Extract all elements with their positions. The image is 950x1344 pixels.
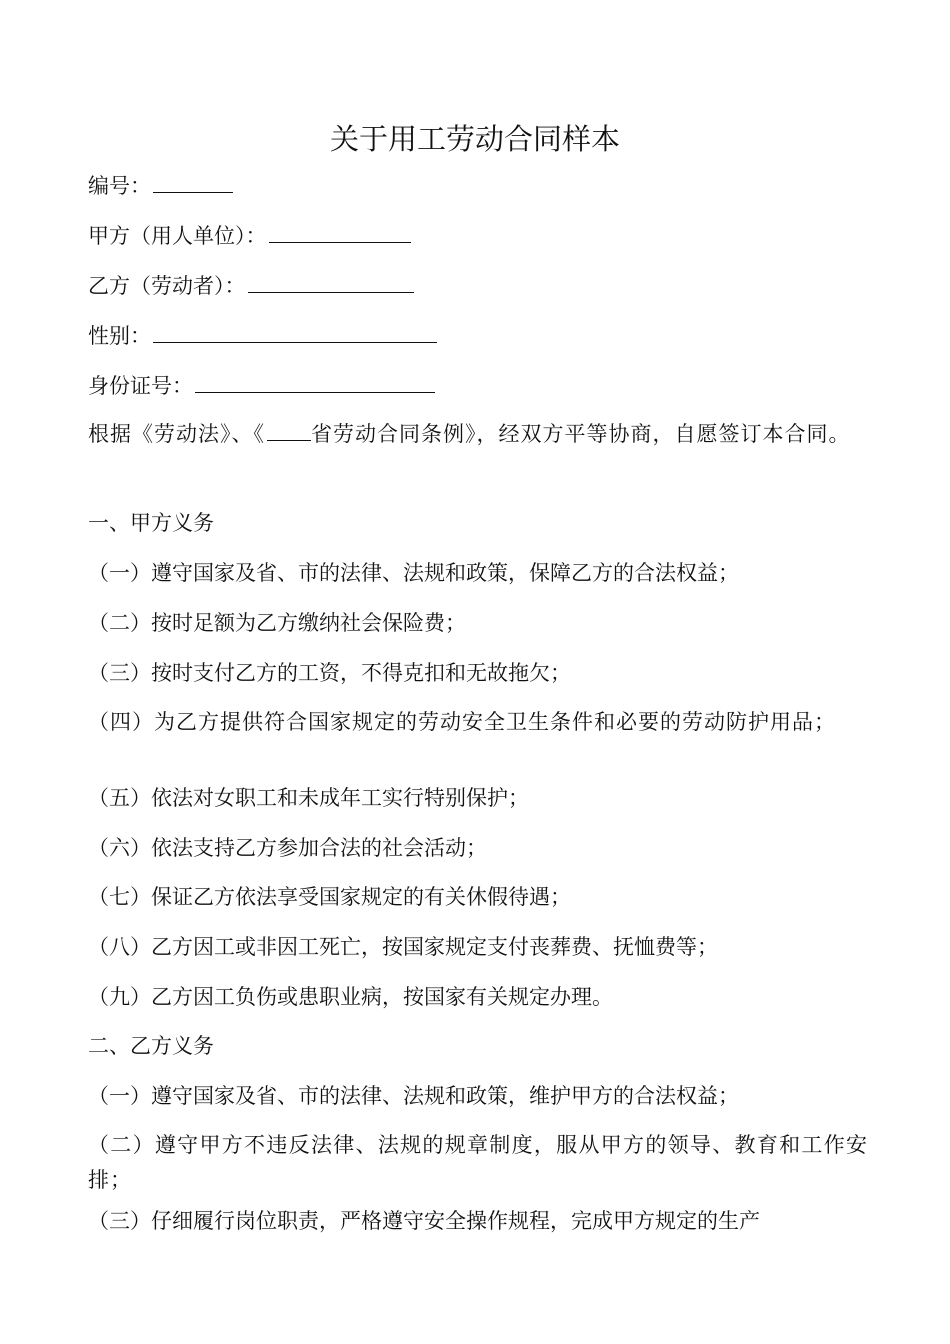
list-item: （九）乙方因工负伤或患职业病，按国家有关规定办理。	[88, 985, 613, 1009]
field-label: 编号：	[88, 174, 151, 198]
field-gender	[88, 318, 868, 354]
fill-blank[interactable]	[195, 368, 435, 393]
field-employee	[88, 268, 868, 304]
field-label: 身份证号：	[88, 374, 193, 398]
document-title: 关于用工劳动合同样本	[329, 122, 620, 156]
list-item: （六）依法支持乙方参加合法的社会活动；	[88, 836, 487, 860]
list-item: （二）按时足额为乙方缴纳社会保险费；	[88, 611, 466, 635]
list-item: （五）依法对女职工和未成年工实行特别保护；	[88, 786, 529, 810]
preamble-text: 根据《劳动法》、《	[88, 422, 265, 446]
list-item: （七）保证乙方依法享受国家规定的有关休假待遇；	[88, 885, 571, 909]
section-heading: 一、甲方义务	[88, 511, 214, 535]
field-id-number	[88, 368, 868, 404]
field-label: 性别：	[88, 324, 151, 348]
field-number	[88, 168, 868, 204]
fill-blank[interactable]	[153, 168, 233, 193]
list-item: （一）遵守国家及省、市的法律、法规和政策，维护甲方的合法权益；	[88, 1084, 739, 1108]
preamble-text: 省劳动合同条例》，经双方平等协商，自愿签订本合同。	[311, 422, 851, 446]
preamble-paragraph	[88, 417, 868, 452]
fill-blank[interactable]	[269, 218, 411, 243]
list-item: （四）为乙方提供符合国家规定的劳动安全卫生条件和必要的劳动防护用品；	[88, 710, 836, 734]
list-item: （一）遵守国家及省、市的法律、法规和政策，保障乙方的合法权益；	[88, 561, 739, 585]
fill-blank[interactable]	[248, 268, 414, 293]
field-employer	[88, 218, 868, 254]
field-label: 甲方（用人单位）：	[88, 224, 267, 248]
list-item: （二）遵守甲方不违反法律、法规的规章制度，服从甲方的领导、教育和工作安排；	[88, 1133, 868, 1192]
list-item: （三）仔细履行岗位职责，严格遵守安全操作规程，完成甲方规定的生产	[88, 1209, 760, 1233]
field-label: 乙方（劳动者）：	[88, 274, 246, 298]
section-heading: 二、乙方义务	[88, 1034, 214, 1058]
list-item: （三）按时支付乙方的工资，不得克扣和无故拖欠；	[88, 661, 571, 685]
list-item: （八）乙方因工或非因工死亡，按国家规定支付丧葬费、抚恤费等；	[88, 935, 718, 959]
fill-blank[interactable]	[267, 420, 311, 441]
fill-blank[interactable]	[153, 318, 437, 343]
